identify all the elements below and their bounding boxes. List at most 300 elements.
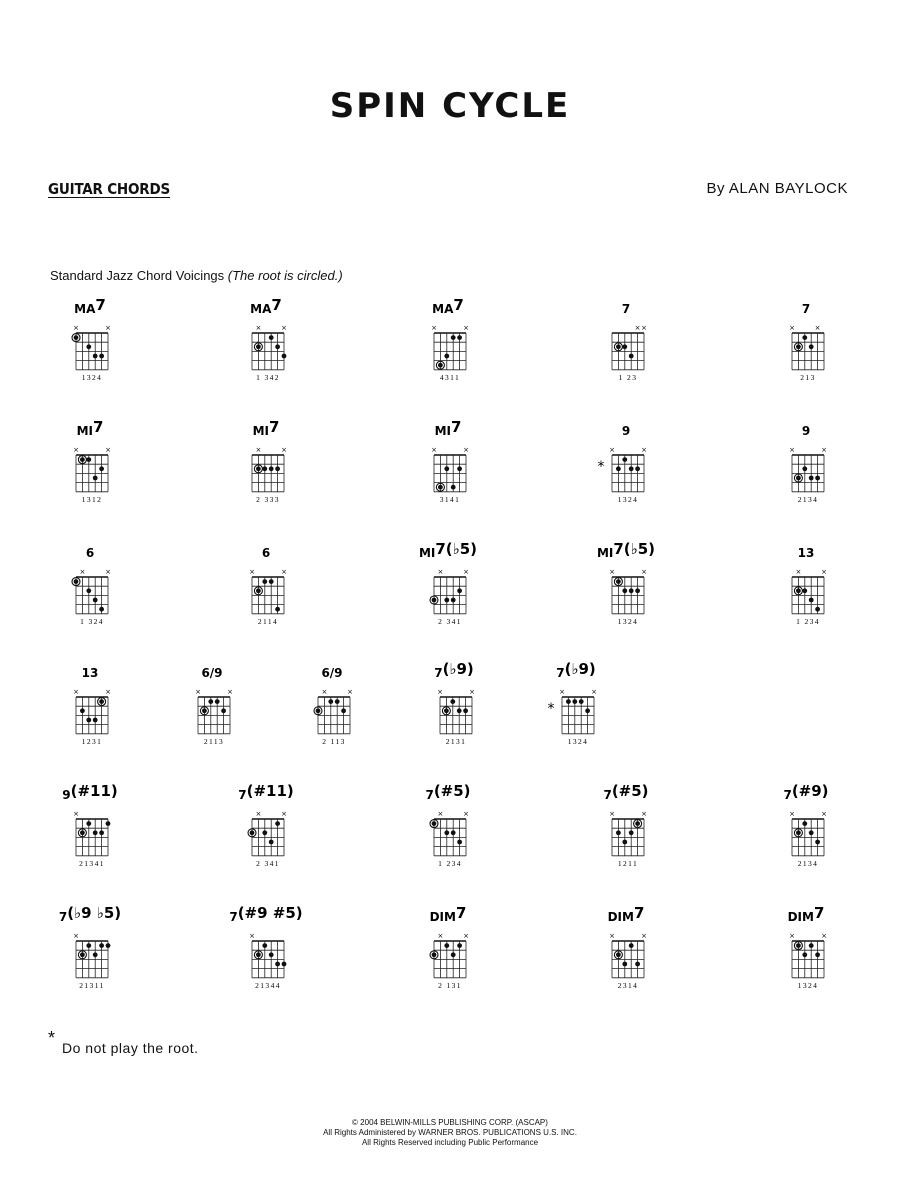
muted-string-mark: × — [559, 688, 565, 696]
chord-name — [622, 424, 630, 438]
copyright-line: All Rights Reserved including Public Performance — [361, 1138, 539, 1147]
no-root-star: * — [547, 701, 555, 717]
finger-dot — [616, 344, 621, 349]
chord-name-suffix: (#5) — [611, 782, 649, 800]
finger-dot — [250, 830, 255, 835]
muted-string-mark: × — [463, 324, 469, 332]
finger-dot — [802, 335, 807, 340]
finger-dot — [572, 699, 577, 704]
copyright-block — [0, 1118, 900, 1148]
finger-dot — [208, 699, 213, 704]
subtitle-text: Standard Jazz Chord Voicings — [50, 268, 225, 283]
chord-diagram — [73, 666, 111, 746]
finger-numbers: 2113 — [203, 736, 225, 746]
finger-dot — [451, 598, 456, 603]
chord-diagram — [195, 666, 233, 746]
muted-string-mark: × — [795, 568, 802, 576]
muted-string-mark: × — [609, 932, 615, 940]
footnote — [48, 1030, 199, 1056]
muted-string-mark: × — [73, 688, 79, 696]
chord-diagram — [783, 782, 828, 868]
finger-dot — [457, 708, 462, 713]
finger-dot — [802, 952, 807, 957]
finger-dot — [457, 588, 462, 593]
chord-diagram — [250, 296, 287, 382]
finger-dot — [269, 335, 274, 340]
chord-diagram — [229, 904, 302, 990]
finger-dot — [629, 588, 634, 593]
finger-dot — [796, 476, 801, 481]
chord-name-base: 7 — [434, 666, 443, 680]
chord-name — [250, 296, 282, 316]
muted-string-mark: × — [79, 568, 86, 576]
finger-dot — [80, 708, 85, 713]
chord-name-suffix: 7 — [271, 296, 282, 314]
chord-name-base: 7 — [556, 666, 565, 680]
muted-string-mark: × — [641, 810, 647, 818]
chord-name — [802, 424, 810, 438]
chord-name-base: 7 — [783, 788, 792, 802]
finger-dot — [256, 952, 261, 957]
chord-name-base: 7 — [621, 302, 631, 316]
finger-dot — [93, 830, 98, 835]
muted-string-mark: × — [195, 688, 201, 696]
finger-numbers: 2 131 — [438, 980, 462, 990]
finger-dot — [275, 962, 280, 967]
chord-name — [253, 418, 280, 438]
finger-dot — [99, 699, 104, 704]
chord-name-suffix: 7 — [268, 418, 280, 436]
finger-numbers: 21344 — [255, 980, 281, 990]
chord-name-base: 6 — [85, 546, 95, 560]
finger-numbers: 1324 — [567, 736, 589, 746]
muted-string-mark: × — [821, 810, 827, 818]
muted-string-mark: × — [609, 568, 615, 576]
finger-dot — [622, 962, 627, 967]
finger-dot — [616, 952, 621, 957]
chord-name-suffix: (#9 #5) — [237, 904, 303, 922]
finger-dot — [256, 588, 261, 593]
page-title: SPIN CYCLE — [329, 86, 571, 126]
finger-dot — [202, 708, 207, 713]
finger-dot — [616, 579, 621, 584]
finger-dot — [106, 821, 111, 826]
chord-name-base: 6/9 — [201, 666, 223, 680]
finger-dot — [86, 344, 91, 349]
finger-dot — [622, 840, 627, 845]
finger-numbers: 2134 — [797, 858, 819, 868]
finger-dot — [622, 344, 627, 349]
finger-dot — [99, 607, 104, 612]
muted-string-mark: × — [105, 688, 111, 696]
finger-dot — [622, 588, 627, 593]
finger-dot — [432, 952, 437, 957]
finger-numbers: 1211 — [617, 858, 639, 868]
chord-name — [783, 782, 828, 802]
muted-string-mark: × — [814, 324, 821, 332]
finger-dot — [809, 344, 814, 349]
chord-name-suffix: 7 — [455, 904, 467, 922]
muted-string-mark: × — [641, 568, 647, 576]
no-root-star: * — [597, 459, 605, 475]
chord-name-base: MA — [432, 302, 454, 316]
copyright-line: All Rights Administered by WARNER BROS. PUBLICATIONS U.S. INC. — [323, 1128, 577, 1137]
finger-numbers: 2131 — [445, 736, 467, 746]
muted-string-mark: × — [73, 810, 79, 818]
finger-dot — [809, 598, 814, 603]
finger-dot — [566, 699, 571, 704]
muted-string-mark: × — [609, 446, 615, 454]
finger-dot — [262, 579, 267, 584]
finger-dot — [629, 830, 634, 835]
finger-dot — [99, 466, 104, 471]
chord-diagram — [608, 904, 647, 990]
finger-dot — [444, 354, 449, 359]
muted-string-mark: × — [105, 568, 111, 576]
finger-numbers: 2 341 — [438, 616, 462, 626]
chord-diagram — [419, 540, 477, 626]
finger-dot — [80, 457, 85, 462]
chord-name-base: DIM — [607, 910, 634, 924]
chord-name-suffix: (♭9) — [442, 660, 474, 678]
finger-dot — [86, 943, 91, 948]
muted-string-mark: × — [821, 932, 827, 940]
composer-credit: By ALAN BAYLOCK — [706, 180, 848, 197]
chord-name — [432, 296, 464, 316]
chord-name-base: 7 — [603, 788, 612, 802]
finger-dot — [80, 952, 85, 957]
finger-numbers: 1324 — [81, 372, 103, 382]
chord-name-base: 7 — [238, 788, 247, 802]
finger-dot — [93, 476, 98, 481]
finger-dot — [80, 830, 85, 835]
muted-string-mark: × — [463, 446, 469, 454]
muted-string-mark: × — [437, 932, 444, 940]
finger-dot — [629, 466, 634, 471]
chord-name — [788, 904, 825, 924]
chord-name — [86, 546, 94, 560]
finger-dot — [635, 962, 640, 967]
muted-string-mark: × — [347, 688, 353, 696]
finger-dot — [796, 943, 801, 948]
finger-dot — [86, 457, 91, 462]
chord-diagram — [788, 904, 827, 990]
finger-dot — [463, 708, 468, 713]
finger-dot — [629, 354, 634, 359]
chord-name — [430, 904, 467, 924]
muted-string-mark: × — [255, 446, 262, 454]
muted-string-mark: × — [437, 688, 443, 696]
muted-string-mark: × — [105, 324, 111, 332]
finger-dot — [432, 821, 437, 826]
chord-diagram — [73, 418, 111, 504]
finger-dot — [93, 952, 98, 957]
finger-dot — [86, 588, 91, 593]
finger-dot — [335, 699, 340, 704]
finger-numbers: 1 324 — [80, 616, 104, 626]
chord-diagram — [425, 782, 470, 868]
finger-dot — [796, 588, 801, 593]
chord-name — [608, 904, 645, 924]
finger-dot — [815, 840, 820, 845]
muted-string-mark: × — [281, 568, 287, 576]
chord-name-suffix: (#9) — [791, 782, 829, 800]
chord-name — [62, 782, 118, 802]
chord-diagram — [792, 546, 827, 626]
chord-name — [74, 296, 106, 316]
finger-dot — [316, 708, 321, 713]
finger-dot — [815, 607, 820, 612]
finger-dot — [282, 354, 287, 359]
finger-dot — [579, 699, 584, 704]
subtitle-note: (The root is circled.) — [227, 268, 343, 283]
muted-string-mark: × — [609, 810, 615, 818]
muted-string-mark: × — [73, 932, 79, 940]
chord-name-base: 13 — [81, 666, 99, 680]
chord-diagram — [789, 302, 824, 382]
finger-dot — [457, 840, 462, 845]
finger-dot — [802, 588, 807, 593]
chord-name — [597, 540, 655, 560]
finger-dot — [262, 830, 267, 835]
chord-diagram — [597, 540, 655, 626]
chord-name — [238, 782, 294, 802]
chord-name-base: MI — [252, 424, 269, 438]
finger-dot — [93, 354, 98, 359]
chord-name-suffix: (♭9) — [564, 660, 596, 678]
chord-name — [802, 302, 810, 316]
chord-name — [603, 782, 648, 802]
muted-string-mark: × — [227, 688, 233, 696]
finger-dot — [809, 943, 814, 948]
finger-dot — [74, 579, 79, 584]
chord-name-base: MA — [74, 302, 96, 316]
chord-name — [229, 904, 302, 924]
muted-string-mark: × — [249, 932, 255, 940]
muted-string-mark: × — [463, 932, 469, 940]
finger-dot — [438, 485, 443, 490]
chord-name — [622, 302, 630, 316]
chord-name-base: 7 — [425, 788, 434, 802]
chord-name-base: MA — [250, 302, 272, 316]
finger-numbers: 2314 — [617, 980, 639, 990]
finger-dot — [802, 821, 807, 826]
finger-dot — [269, 466, 274, 471]
muted-string-mark: × — [281, 810, 287, 818]
finger-numbers: 1324 — [797, 980, 819, 990]
muted-string-mark: × — [821, 446, 827, 454]
chord-diagram — [72, 546, 111, 626]
finger-numbers: 2 113 — [322, 736, 346, 746]
chord-name-suffix: 7(♭5) — [435, 540, 478, 558]
finger-dot — [262, 466, 267, 471]
finger-dot — [451, 830, 456, 835]
chord-diagram — [62, 782, 118, 868]
finger-dot — [256, 344, 261, 349]
finger-dot — [221, 708, 226, 713]
finger-numbers: 1324 — [617, 494, 639, 504]
chord-name-base: 9 — [621, 424, 631, 438]
chord-name — [321, 666, 342, 680]
finger-dot — [809, 476, 814, 481]
finger-dot — [796, 344, 801, 349]
finger-dot — [99, 943, 104, 948]
chord-name-suffix: 7 — [95, 296, 106, 314]
finger-numbers: 4311 — [439, 372, 461, 382]
chord-name-suffix: 7 — [450, 418, 462, 436]
chord-diagram — [789, 424, 827, 504]
finger-dot — [438, 363, 443, 368]
muted-string-mark: × — [321, 688, 328, 696]
chord-name — [59, 904, 121, 924]
muted-string-mark: × — [431, 446, 437, 454]
finger-numbers: 2114 — [257, 616, 279, 626]
muted-string-mark: × — [431, 324, 437, 332]
muted-string-mark: × — [73, 446, 79, 454]
chord-name-base: DIM — [787, 910, 814, 924]
finger-numbers: 1 234 — [438, 858, 462, 868]
finger-dot — [269, 952, 274, 957]
muted-string-mark: × — [437, 810, 444, 818]
finger-dot — [622, 457, 627, 462]
chord-name-suffix: 7 — [813, 904, 825, 922]
finger-dot — [451, 485, 456, 490]
finger-dot — [93, 598, 98, 603]
chord-diagram — [238, 782, 294, 868]
chord-name-base: 9 — [801, 424, 811, 438]
finger-dot — [444, 830, 449, 835]
finger-dot — [444, 598, 449, 603]
finger-dot — [815, 952, 820, 957]
muted-string-mark: × — [249, 568, 255, 576]
copyright-line: © 2004 BELWIN-MILLS PUBLISHING CORP. (ASCAP) — [352, 1118, 548, 1127]
finger-numbers: 1324 — [617, 616, 639, 626]
section-label: GUITAR CHORDS — [48, 180, 171, 198]
finger-numbers: 1312 — [81, 494, 103, 504]
chord-name-base: 13 — [797, 546, 815, 560]
chord-diagram — [603, 782, 648, 868]
muted-string-mark: × — [105, 446, 111, 454]
finger-dot — [106, 943, 111, 948]
finger-numbers: 1 342 — [256, 372, 280, 382]
chord-name — [556, 660, 596, 680]
chord-name — [798, 546, 815, 560]
chord-diagram — [548, 660, 597, 746]
chord-diagram — [431, 418, 469, 504]
finger-dot — [802, 466, 807, 471]
chord-name — [82, 666, 99, 680]
finger-numbers: 1 234 — [796, 616, 820, 626]
chord-diagram — [612, 302, 647, 382]
chord-name-base: MI — [434, 424, 451, 438]
muted-string-mark: × — [591, 688, 597, 696]
muted-string-mark: × — [789, 446, 795, 454]
chord-name — [77, 418, 104, 438]
finger-numbers: 2 341 — [256, 858, 280, 868]
finger-dot — [99, 830, 104, 835]
chord-name — [262, 546, 270, 560]
muted-string-mark: × — [281, 324, 287, 332]
finger-numbers: 213 — [800, 372, 816, 382]
chord-name-suffix: (♭9 ♭5) — [67, 904, 122, 922]
finger-dot — [616, 830, 621, 835]
muted-string-mark: × — [821, 568, 827, 576]
finger-numbers: 2 333 — [256, 494, 280, 504]
muted-string-mark: × — [634, 324, 641, 332]
finger-dot — [809, 830, 814, 835]
finger-dot — [629, 943, 634, 948]
finger-dot — [585, 708, 590, 713]
chord-name — [435, 418, 462, 438]
chord-name-suffix: (#11) — [246, 782, 294, 800]
finger-dot — [444, 943, 449, 948]
finger-dot — [215, 699, 220, 704]
muted-string-mark: × — [641, 446, 647, 454]
finger-dot — [341, 708, 346, 713]
finger-dot — [616, 466, 621, 471]
chord-name — [201, 666, 222, 680]
chord-diagram — [434, 660, 475, 746]
chord-name-suffix: 7 — [453, 296, 464, 314]
finger-dot — [432, 598, 437, 603]
muted-string-mark: × — [469, 688, 475, 696]
finger-dot — [275, 821, 280, 826]
finger-dot — [93, 718, 98, 723]
muted-string-mark: × — [789, 810, 795, 818]
chord-diagram — [431, 296, 469, 382]
finger-dot — [457, 466, 462, 471]
muted-string-mark: × — [789, 932, 795, 940]
muted-string-mark: × — [641, 324, 647, 332]
chord-name — [419, 540, 477, 560]
finger-dot — [635, 588, 640, 593]
muted-string-mark: × — [281, 446, 287, 454]
muted-string-mark: × — [437, 568, 444, 576]
chord-name-base: 6/9 — [321, 666, 343, 680]
muted-string-mark: × — [789, 324, 795, 332]
chord-name-base: MI — [596, 546, 614, 560]
finger-numbers: 3141 — [439, 494, 461, 504]
chord-diagram — [59, 904, 121, 990]
chord-name-base: MI — [76, 424, 93, 438]
finger-dot — [99, 354, 104, 359]
muted-string-mark: × — [73, 324, 79, 332]
finger-dot — [275, 607, 280, 612]
chord-diagram — [72, 296, 111, 382]
finger-dot — [275, 466, 280, 471]
finger-dot — [444, 466, 449, 471]
muted-string-mark: × — [463, 810, 469, 818]
finger-dot — [269, 840, 274, 845]
muted-string-mark: × — [641, 932, 647, 940]
finger-dot — [815, 476, 820, 481]
chord-diagram — [314, 666, 353, 746]
finger-numbers: 1231 — [81, 736, 103, 746]
muted-string-mark: × — [255, 810, 262, 818]
chord-diagram — [249, 546, 287, 626]
chord-name-base: MI — [418, 546, 436, 560]
chord-diagram — [598, 424, 647, 504]
finger-dot — [86, 718, 91, 723]
finger-dot — [86, 821, 91, 826]
chord-name-base: 7 — [801, 302, 811, 316]
finger-dot — [457, 943, 462, 948]
chord-name-base: DIM — [429, 910, 456, 924]
finger-dot — [635, 466, 640, 471]
finger-numbers: 21311 — [79, 980, 105, 990]
chord-name-suffix: 7 — [633, 904, 645, 922]
chord-diagram — [252, 418, 287, 504]
